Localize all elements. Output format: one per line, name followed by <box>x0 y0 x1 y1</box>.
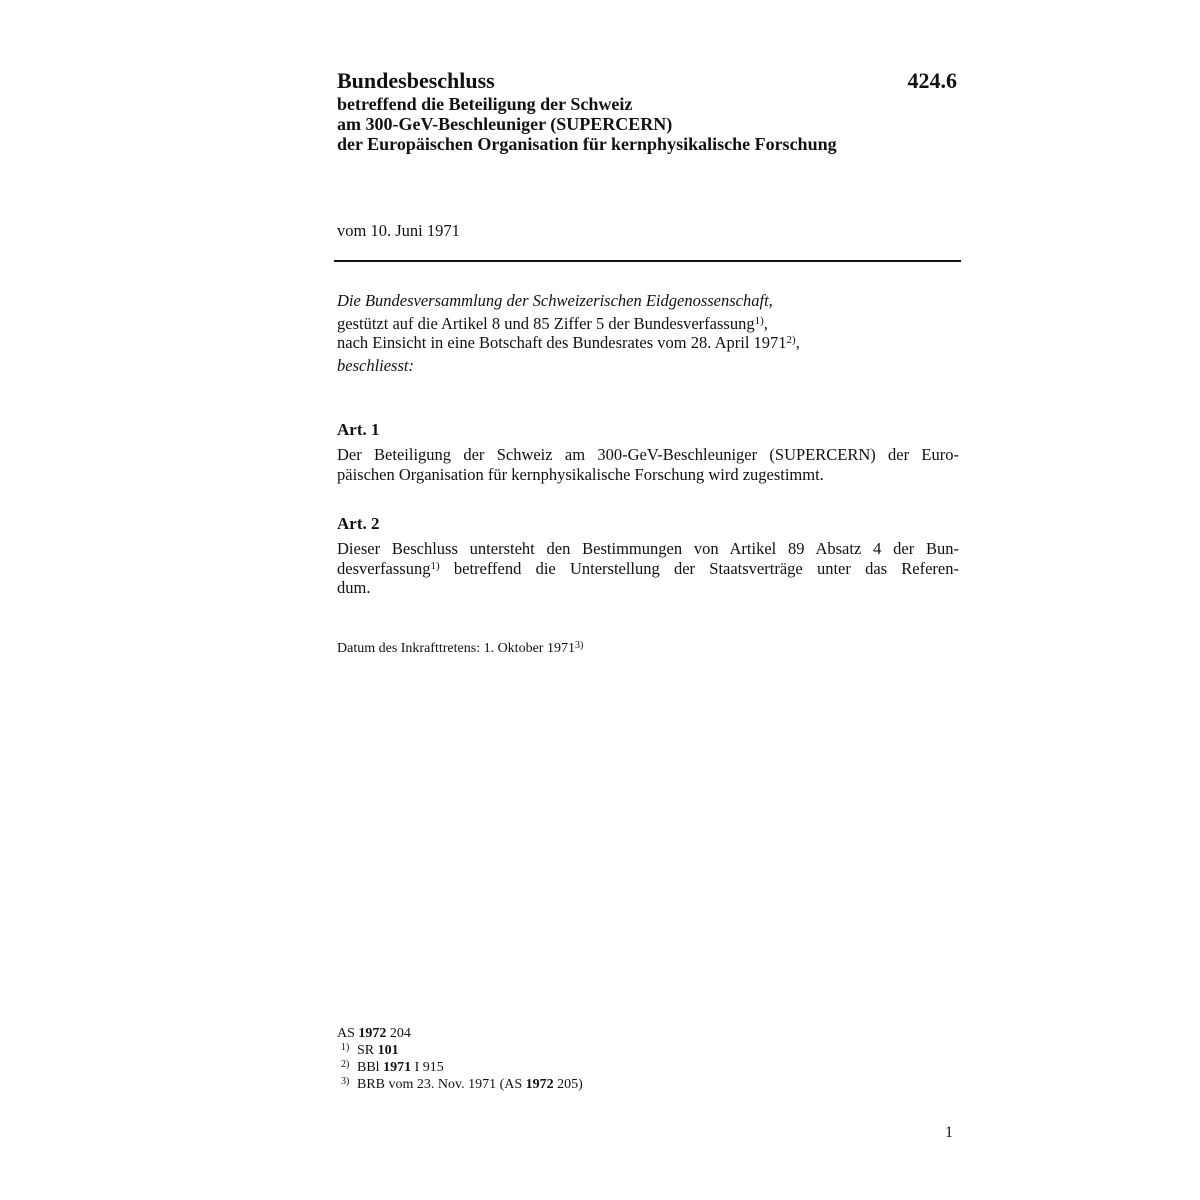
article-1-heading: Art. 1 <box>337 420 380 439</box>
footnote-3-suffix: 205) <box>553 1077 583 1092</box>
article-2-body <box>337 539 959 598</box>
document-number: 424.6 <box>907 68 957 93</box>
subtitle-line-1: betreffend die Beteiligung der Schweiz <box>337 94 633 114</box>
preamble-assembly: Die Bundesversammlung der Schweizerischen Eidgenossenschaft, <box>337 291 773 310</box>
article-2-line-2-b: betreffend die Unterstellung der Staatsverträge unter das Referen- <box>439 558 959 578</box>
header-divider <box>334 260 961 262</box>
footnote-ref-3: 3) <box>574 640 584 651</box>
footnote-ref-2: 2) <box>786 334 796 346</box>
article-1 <box>337 420 959 484</box>
footnote-as <box>337 1025 959 1042</box>
footnote-as-page: 204 <box>386 1026 411 1041</box>
preamble-basis-end: , <box>763 313 768 333</box>
decree-date: vom 10. Juni 1971 <box>337 221 460 240</box>
footnote-1-bold: 101 <box>377 1043 399 1058</box>
preamble-insight-text: nach Einsicht in eine Botschaft des Bundesrates vom 28. April 1971 <box>337 333 787 352</box>
footnote-ref-1: 1) <box>754 314 764 327</box>
preamble-insight-end: , <box>795 333 800 352</box>
subtitle-line-3: der Europäischen Organisation für kernphysikalische Forschung <box>337 134 837 154</box>
article-1-line-1: Der Beteiligung der Schweiz am 300-GeV-Beschleuniger (SUPERCERN) der Euro- <box>337 445 959 464</box>
footnote-3: 3) BRB vom 23. Nov. 1971 (AS 1972 205) <box>341 1076 583 1092</box>
subtitle-line-2: am 300-GeV-Beschleuniger (SUPERCERN) <box>337 114 673 134</box>
footnote-1-prefix: SR <box>357 1043 378 1058</box>
preamble-basis <box>337 314 959 334</box>
article-2-heading: Art. 2 <box>337 514 380 533</box>
article-2-line-1: Dieser Beschluss untersteht den Bestimmungen von Artikel 89 Absatz 4 der Bun- <box>337 539 959 558</box>
document-title: Bundesbeschluss <box>337 68 495 93</box>
footnote-2-bold: 1971 <box>383 1060 412 1075</box>
footnote-2: 2) BBl 1971 I 915 <box>341 1059 444 1075</box>
entry-into-force-text: Datum des Inkrafttretens: 1. Oktober 1971 <box>337 641 575 656</box>
footnote-2-prefix: BBl <box>357 1060 384 1075</box>
preamble-basis-text: gestützt auf die Artikel 8 und 85 Ziffer 5 der Bundesverfassung <box>337 313 755 333</box>
footnote-as-year: 1972 <box>358 1026 387 1041</box>
preamble <box>337 291 959 375</box>
title-block <box>337 68 959 154</box>
footnote-2-suffix: I 915 <box>411 1060 444 1075</box>
footnote-3-bold: 1972 <box>525 1077 554 1092</box>
entry-into-force <box>337 640 583 658</box>
footnote-1: 1) SR 101 <box>341 1042 399 1058</box>
footnote-as-prefix: AS <box>337 1026 359 1041</box>
footnote-3-prefix: BRB vom 23. Nov. 1971 (AS <box>357 1077 526 1092</box>
page-number: 1 <box>945 1124 953 1141</box>
preamble-decides: beschliesst: <box>337 355 414 375</box>
article-2-line-3: dum. <box>337 578 371 597</box>
article-1-body <box>337 445 959 484</box>
preamble-insight <box>337 333 959 353</box>
footnote-ref-1b: 1) <box>430 559 440 572</box>
article-2 <box>337 514 959 598</box>
article-2-line-2 <box>337 559 959 579</box>
footnotes <box>337 1025 959 1093</box>
article-2-line-2-a: desverfassung <box>337 558 431 578</box>
article-1-line-2: päischen Organisation für kernphysikalische Forschung wird zugestimmt. <box>337 464 824 484</box>
